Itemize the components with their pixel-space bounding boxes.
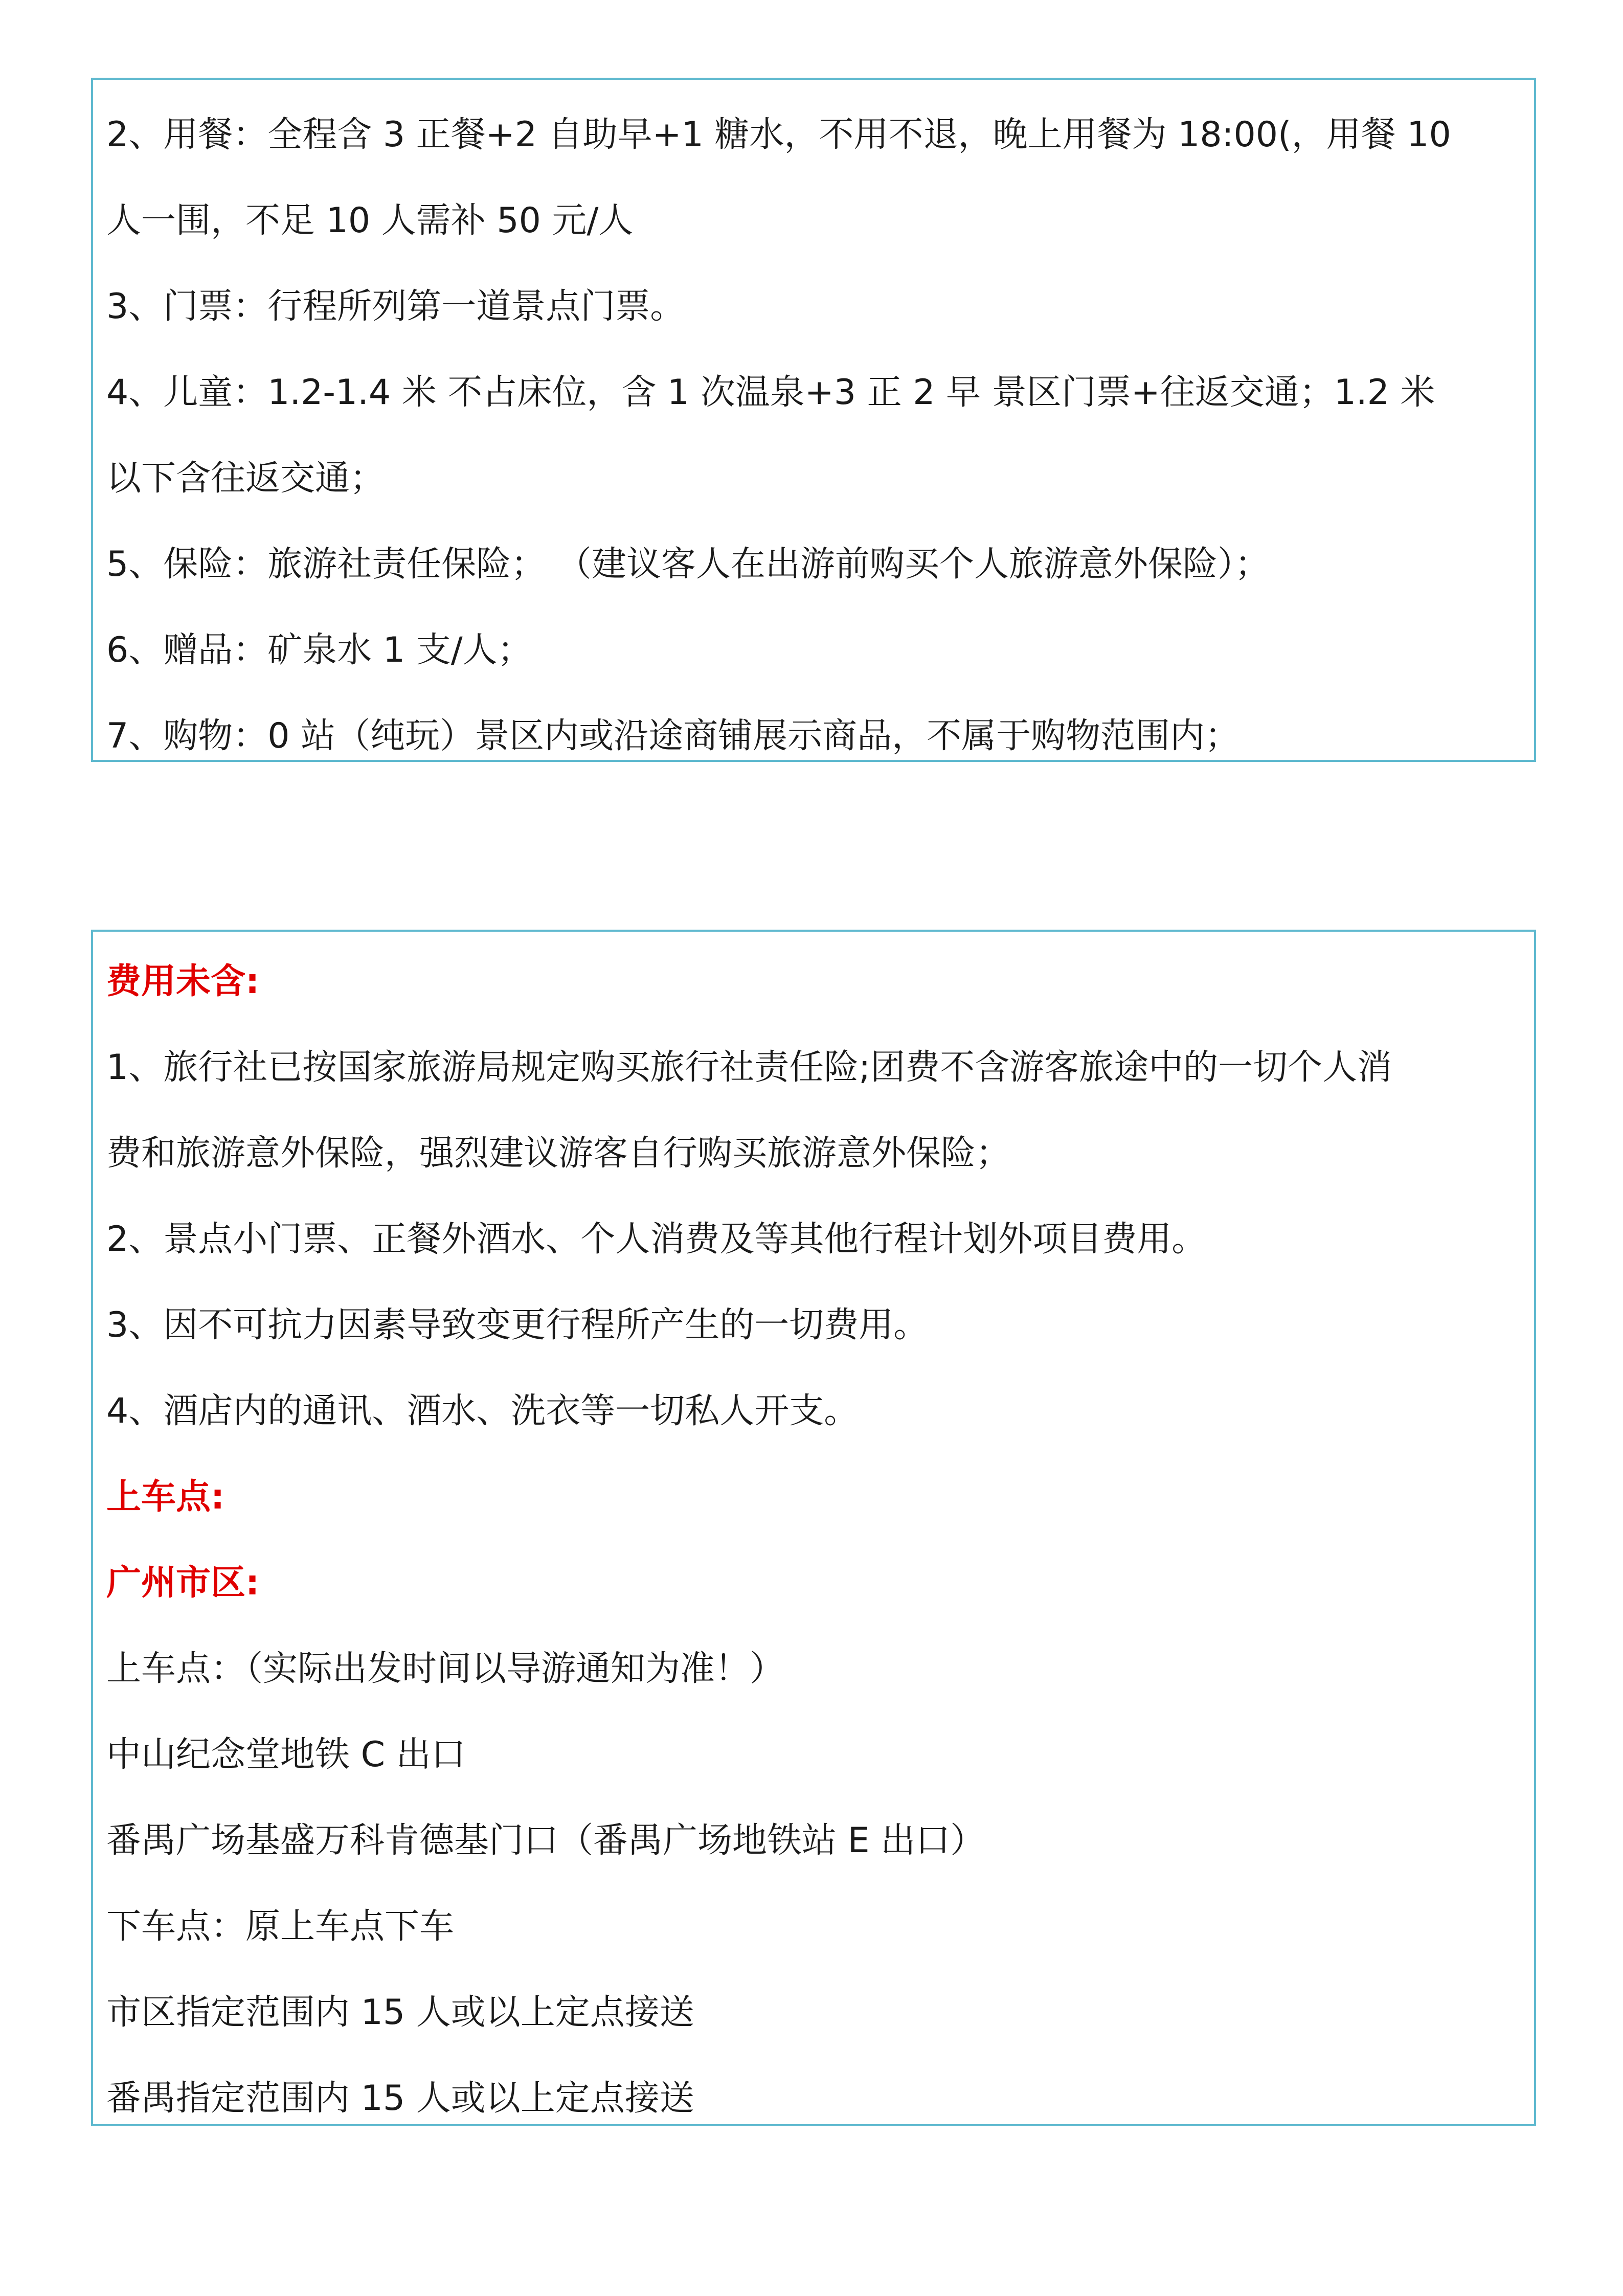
included-line-children-cont: 以下含往返交通； bbox=[106, 458, 385, 499]
pickup-line-note: 上车点：（实际出发时间以导游通知为准！） bbox=[106, 1649, 785, 1689]
pickup-line-city-range: 市区指定范围内 15 人或以上定点接送 bbox=[106, 1992, 694, 2033]
pickup-line-zhongshan: 中山纪念堂地铁 C 出口 bbox=[106, 1735, 466, 1775]
excluded-line-tickets: 2、景点小门票、正餐外酒水、个人消费及等其他行程计划外项目费用。 bbox=[106, 1219, 1207, 1259]
excluded-line-force-majeure: 3、因不可抗力因素导致变更行程所产生的一切费用。 bbox=[106, 1305, 929, 1345]
excluded-line-insurance: 1、旅行社已按国家旅游局规定购买旅行社责任险;团费不含游客旅途中的一切个人消 bbox=[106, 1047, 1392, 1088]
included-line-gift: 6、赠品：矿泉水 1 支/人； bbox=[106, 630, 532, 670]
excluded-section bbox=[91, 930, 1536, 2126]
included-line-children: 4、儿童：1.2-1.4 米 不占床位，含 1 次温泉+3 正 2 早 景区门票+往返交通；1.2 米 bbox=[106, 372, 1435, 413]
city-heading: 广州市区: bbox=[106, 1563, 260, 1603]
dropoff-line: 下车点：原上车点下车 bbox=[106, 1906, 455, 1947]
included-line-insurance: 5、保险：旅游社责任保险； （建议客人在出游前购买个人旅游意外保险）； bbox=[106, 544, 1270, 584]
excluded-line-insurance-cont: 费和旅游意外保险，强烈建议游客自行购买旅游意外保险； bbox=[106, 1133, 1011, 1174]
pickup-line-panyu: 番禺广场基盛万科肯德基门口（番禺广场地铁站 E 出口） bbox=[106, 1820, 985, 1861]
included-section bbox=[91, 78, 1536, 762]
included-line-meals-cont: 人一围，不足 10 人需补 50 元/人 bbox=[106, 200, 634, 241]
pickup-heading: 上车点: bbox=[106, 1477, 225, 1517]
excluded-heading: 费用未含: bbox=[106, 961, 260, 1002]
included-line-meals: 2、用餐：全程含 3 正餐+2 自助早+1 糖水，不用不退，晚上用餐为 18:00(，用餐 10 bbox=[106, 115, 1451, 155]
included-line-tickets: 3、门票：行程所列第一道景点门票。 bbox=[106, 286, 685, 327]
included-line-shopping: 7、购物：0 站（纯玩）景区内或沿途商铺展示商品，不属于购物范围内； bbox=[106, 716, 1240, 756]
excluded-line-hotel: 4、酒店内的通讯、酒水、洗衣等一切私人开支。 bbox=[106, 1391, 859, 1431]
pickup-line-panyu-range: 番禺指定范围内 15 人或以上定点接送 bbox=[106, 2078, 694, 2119]
